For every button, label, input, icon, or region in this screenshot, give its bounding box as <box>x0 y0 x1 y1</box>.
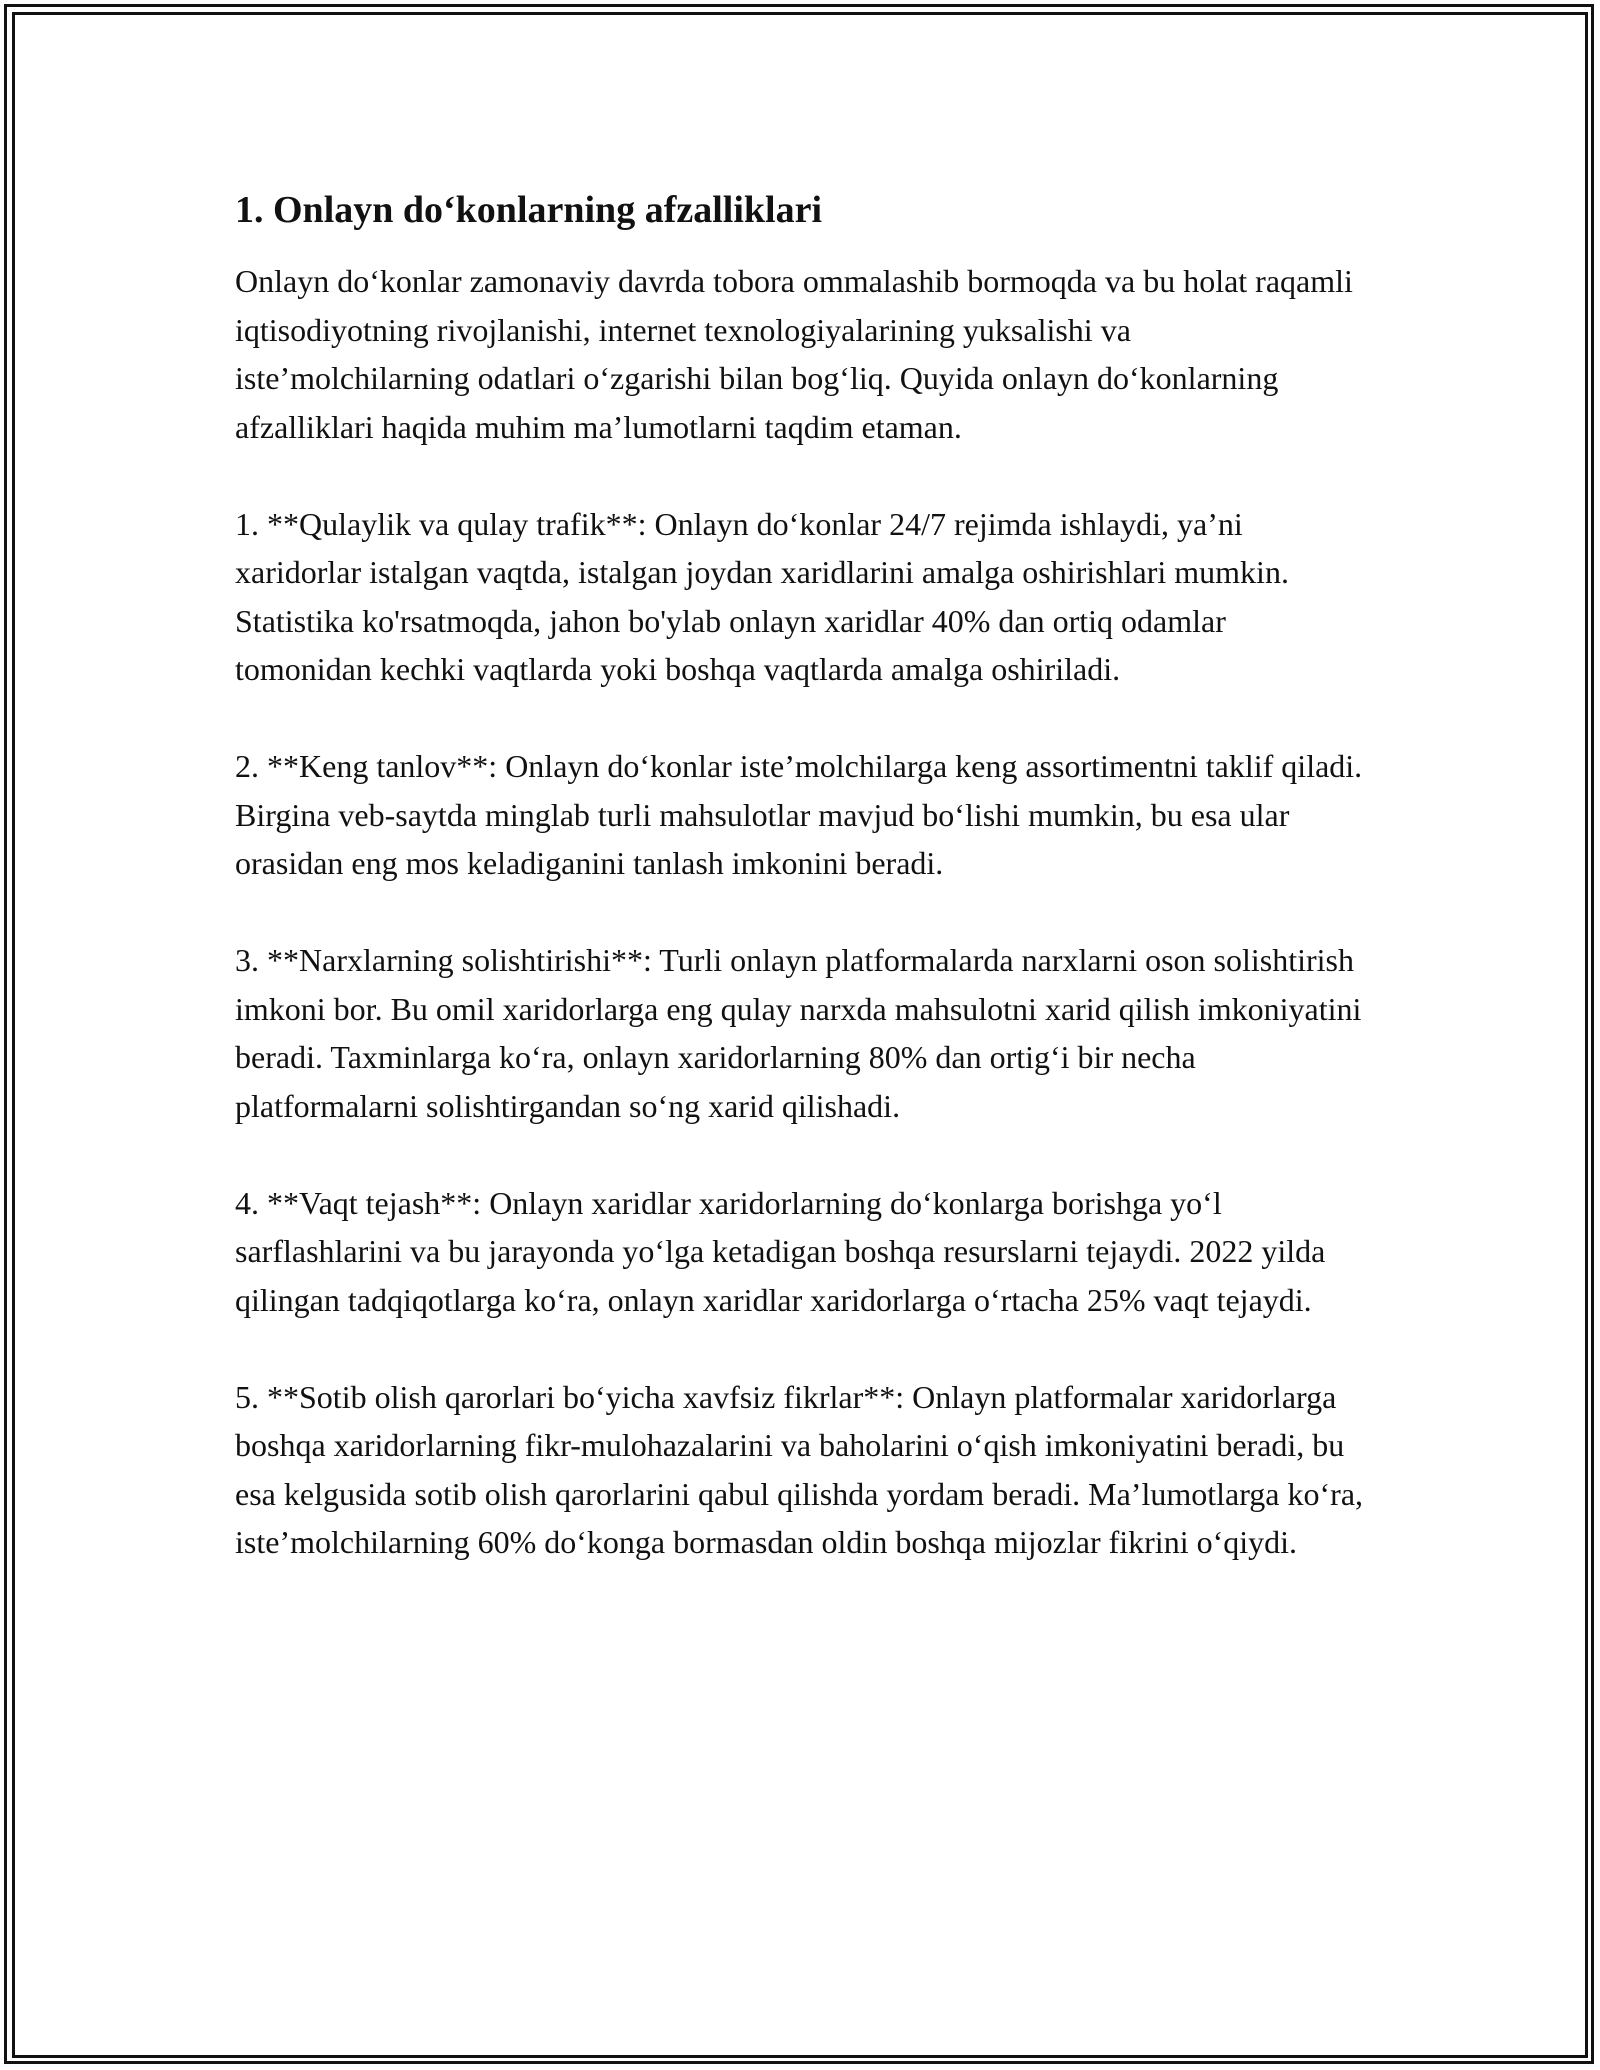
intro-paragraph: Onlayn do‘konlar zamonaviy davrda tobora ommalashib bormoqda va bu holat raqamli iqtisodiyotning rivojlanishi, internet texnologiyalarining yuksalishi va iste’molchilarning odatlari o‘zgarishi bilan bog‘liq. Quyida onlayn do‘konlarning afzalliklari haqida muhim ma’lumotlarni taqdim etaman. <box>235 263 1353 445</box>
document-title: 1. Onlayn do‘konlarning afzalliklari <box>235 189 822 231</box>
list-item: 2. **Keng tanlov**: Onlayn do‘konlar iste’molchilarga keng assortimentni taklif qiladi. Birgina veb-saytda minglab turli mahsulotlar mavjud bo‘lishi mumkin, bu esa ular orasidan eng mos keladiganini tanlash imkonini beradi. <box>235 748 1363 881</box>
list-item: 4. **Vaqt tejash**: Onlayn xaridlar xaridorlarning do‘konlarga borishga yo‘l sarflashlarini va bu jarayonda yo‘lga ketadigan boshqa resurslarni tejaydi. 2022 yilda qilingan tadqiqotlarga ko‘ra, onlayn xaridlar xaridorlarga o‘rtacha 25% vaqt tejaydi. <box>235 1184 1326 1318</box>
list-item: 1. **Qulaylik va qulay trafik**: Onlayn do‘konlar 24/7 rejimda ishlaydi, ya’ni xaridorlar istalgan vaqtda, istalgan joydan xaridlarini amalga oshirishlari mumkin. Statistika ko'rsatmoqda, jahon bo'ylab onlayn xaridlar 40% dan ortiq odamlar tomonidan kechki vaqtlarda yoki boshqa vaqtlarda amalga oshiriladi. <box>235 505 1289 687</box>
document-body <box>235 185 1370 1615</box>
list-item: 5. **Sotib olish qarorlari bo‘yicha xavfsiz fikrlar**: Onlayn platformalar xaridorlarga boshqa xaridorlarning fikr-mulohazalarini va baholarini o‘qish imkoniyatini beradi, bu esa kelgusida sotib olish qarorlarini qabul qilishda yordam beradi. Ma’lumotlarga ko‘ra, iste’molchilarning 60% do‘konga bormasdan oldin boshqa mijozlar fikrini o‘qiydi. <box>235 1378 1364 1560</box>
list-item: 3. **Narxlarning solishtirishi**: Turli onlayn platformalarda narxlarni oson solishtirish imkoni bor. Bu omil xaridorlarga eng qulay narxda mahsulotni xarid qilish imkoniyatini beradi. Taxminlarga ko‘ra, onlayn xaridorlarning 80% dan ortig‘i bir necha platformalarni solishtirgandan so‘ng xarid qilishadi. <box>235 942 1362 1124</box>
